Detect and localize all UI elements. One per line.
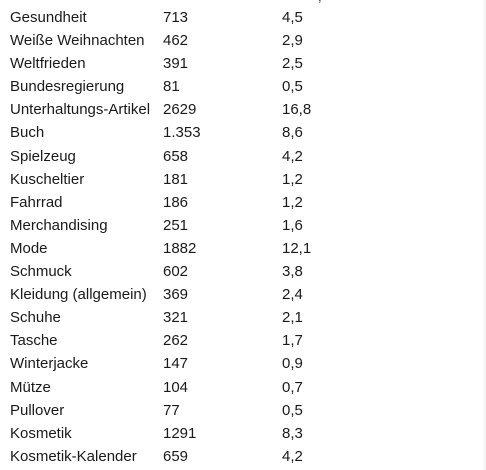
category-name: Kosmetik [10,424,72,442]
category-percent: 1,2 [282,193,303,211]
category-percent: 0,9 [282,355,303,373]
category-name: Unterhaltungs-Artikel [10,101,151,119]
category-count: 2629 [163,101,197,119]
category-name: Schuhe [10,309,61,327]
category-count: 147 [163,355,189,373]
table-row [10,214,480,237]
wish-category-table [10,6,480,468]
category-count: 462 [163,32,189,50]
category-name: Schmuck [10,263,72,281]
category-count: 251 [163,216,189,234]
table-row [10,283,480,306]
category-percent: 8,6 [282,124,303,142]
category-name: Winterjacke [10,355,89,373]
category-percent: 1,6 [282,216,303,234]
category-count: 186 [163,193,189,211]
category-name: Mode [10,239,48,257]
table-row [10,52,480,75]
category-count: 713 [163,9,189,26]
table-row [10,399,480,422]
category-percent: 2,1 [282,309,303,327]
category-name: Fahrrad [10,193,63,211]
category-percent: 4,2 [282,447,303,465]
table-row [10,260,480,283]
category-percent: 12,1 [282,239,312,257]
category-count: 181 [163,170,189,188]
category-count: 391 [163,55,189,73]
table-row [10,422,480,445]
table-row [10,352,480,375]
category-name: Buch [10,124,45,142]
category-name: Tasche [10,332,58,350]
category-count: 262 [163,332,189,350]
category-percent: 0,5 [282,78,303,96]
category-name: Kuscheltier [10,170,85,188]
category-percent: 16,8 [282,101,312,119]
category-name: Kleidung (allgemein) [10,286,147,304]
category-percent: 4,5 [282,9,303,26]
category-count: 602 [163,263,189,281]
table-row [10,376,480,399]
cropped-text-fragment [318,0,324,3]
category-percent: 1,2 [282,170,303,188]
category-name: Spielzeug [10,147,76,165]
category-percent: 2,5 [282,55,303,73]
category-name: Pullover [10,401,65,419]
category-name: Weltfrieden [10,55,86,73]
table-row [10,121,480,144]
category-count: 1882 [163,239,197,257]
category-percent: 0,7 [282,378,303,396]
category-percent: 3,8 [282,263,303,281]
category-name: Weiße Weihnachten [10,32,145,50]
table-row [10,145,480,168]
table-row [10,445,480,468]
category-count: 104 [163,378,189,396]
category-name: Bundesregierung [10,78,125,96]
category-name: Mütze [10,378,51,396]
category-count: 1291 [163,424,197,442]
table-row [10,168,480,191]
table-row [10,75,480,98]
category-percent: 4,2 [282,147,303,165]
table-row [10,29,480,52]
category-count: 658 [163,147,189,165]
table-row [10,306,480,329]
category-count: 321 [163,309,189,327]
category-percent: 2,9 [282,32,303,50]
category-count: 1.353 [163,124,201,142]
table-row [10,237,480,260]
category-percent: 0,5 [282,401,303,419]
category-name: Kosmetik-Kalender [10,447,137,465]
table-row [10,98,480,121]
table-row [10,191,480,214]
category-percent: 8,3 [282,424,303,442]
table-row [10,329,480,352]
table-row [10,6,480,29]
right-edge-shadow [482,0,486,470]
category-count: 81 [163,78,180,96]
category-count: 659 [163,447,189,465]
category-percent: 2,4 [282,286,303,304]
category-count: 369 [163,286,189,304]
category-percent: 1,7 [282,332,303,350]
category-name: Gesundheit [10,9,87,26]
category-name: Merchandising [10,216,108,234]
category-count: 77 [163,401,180,419]
